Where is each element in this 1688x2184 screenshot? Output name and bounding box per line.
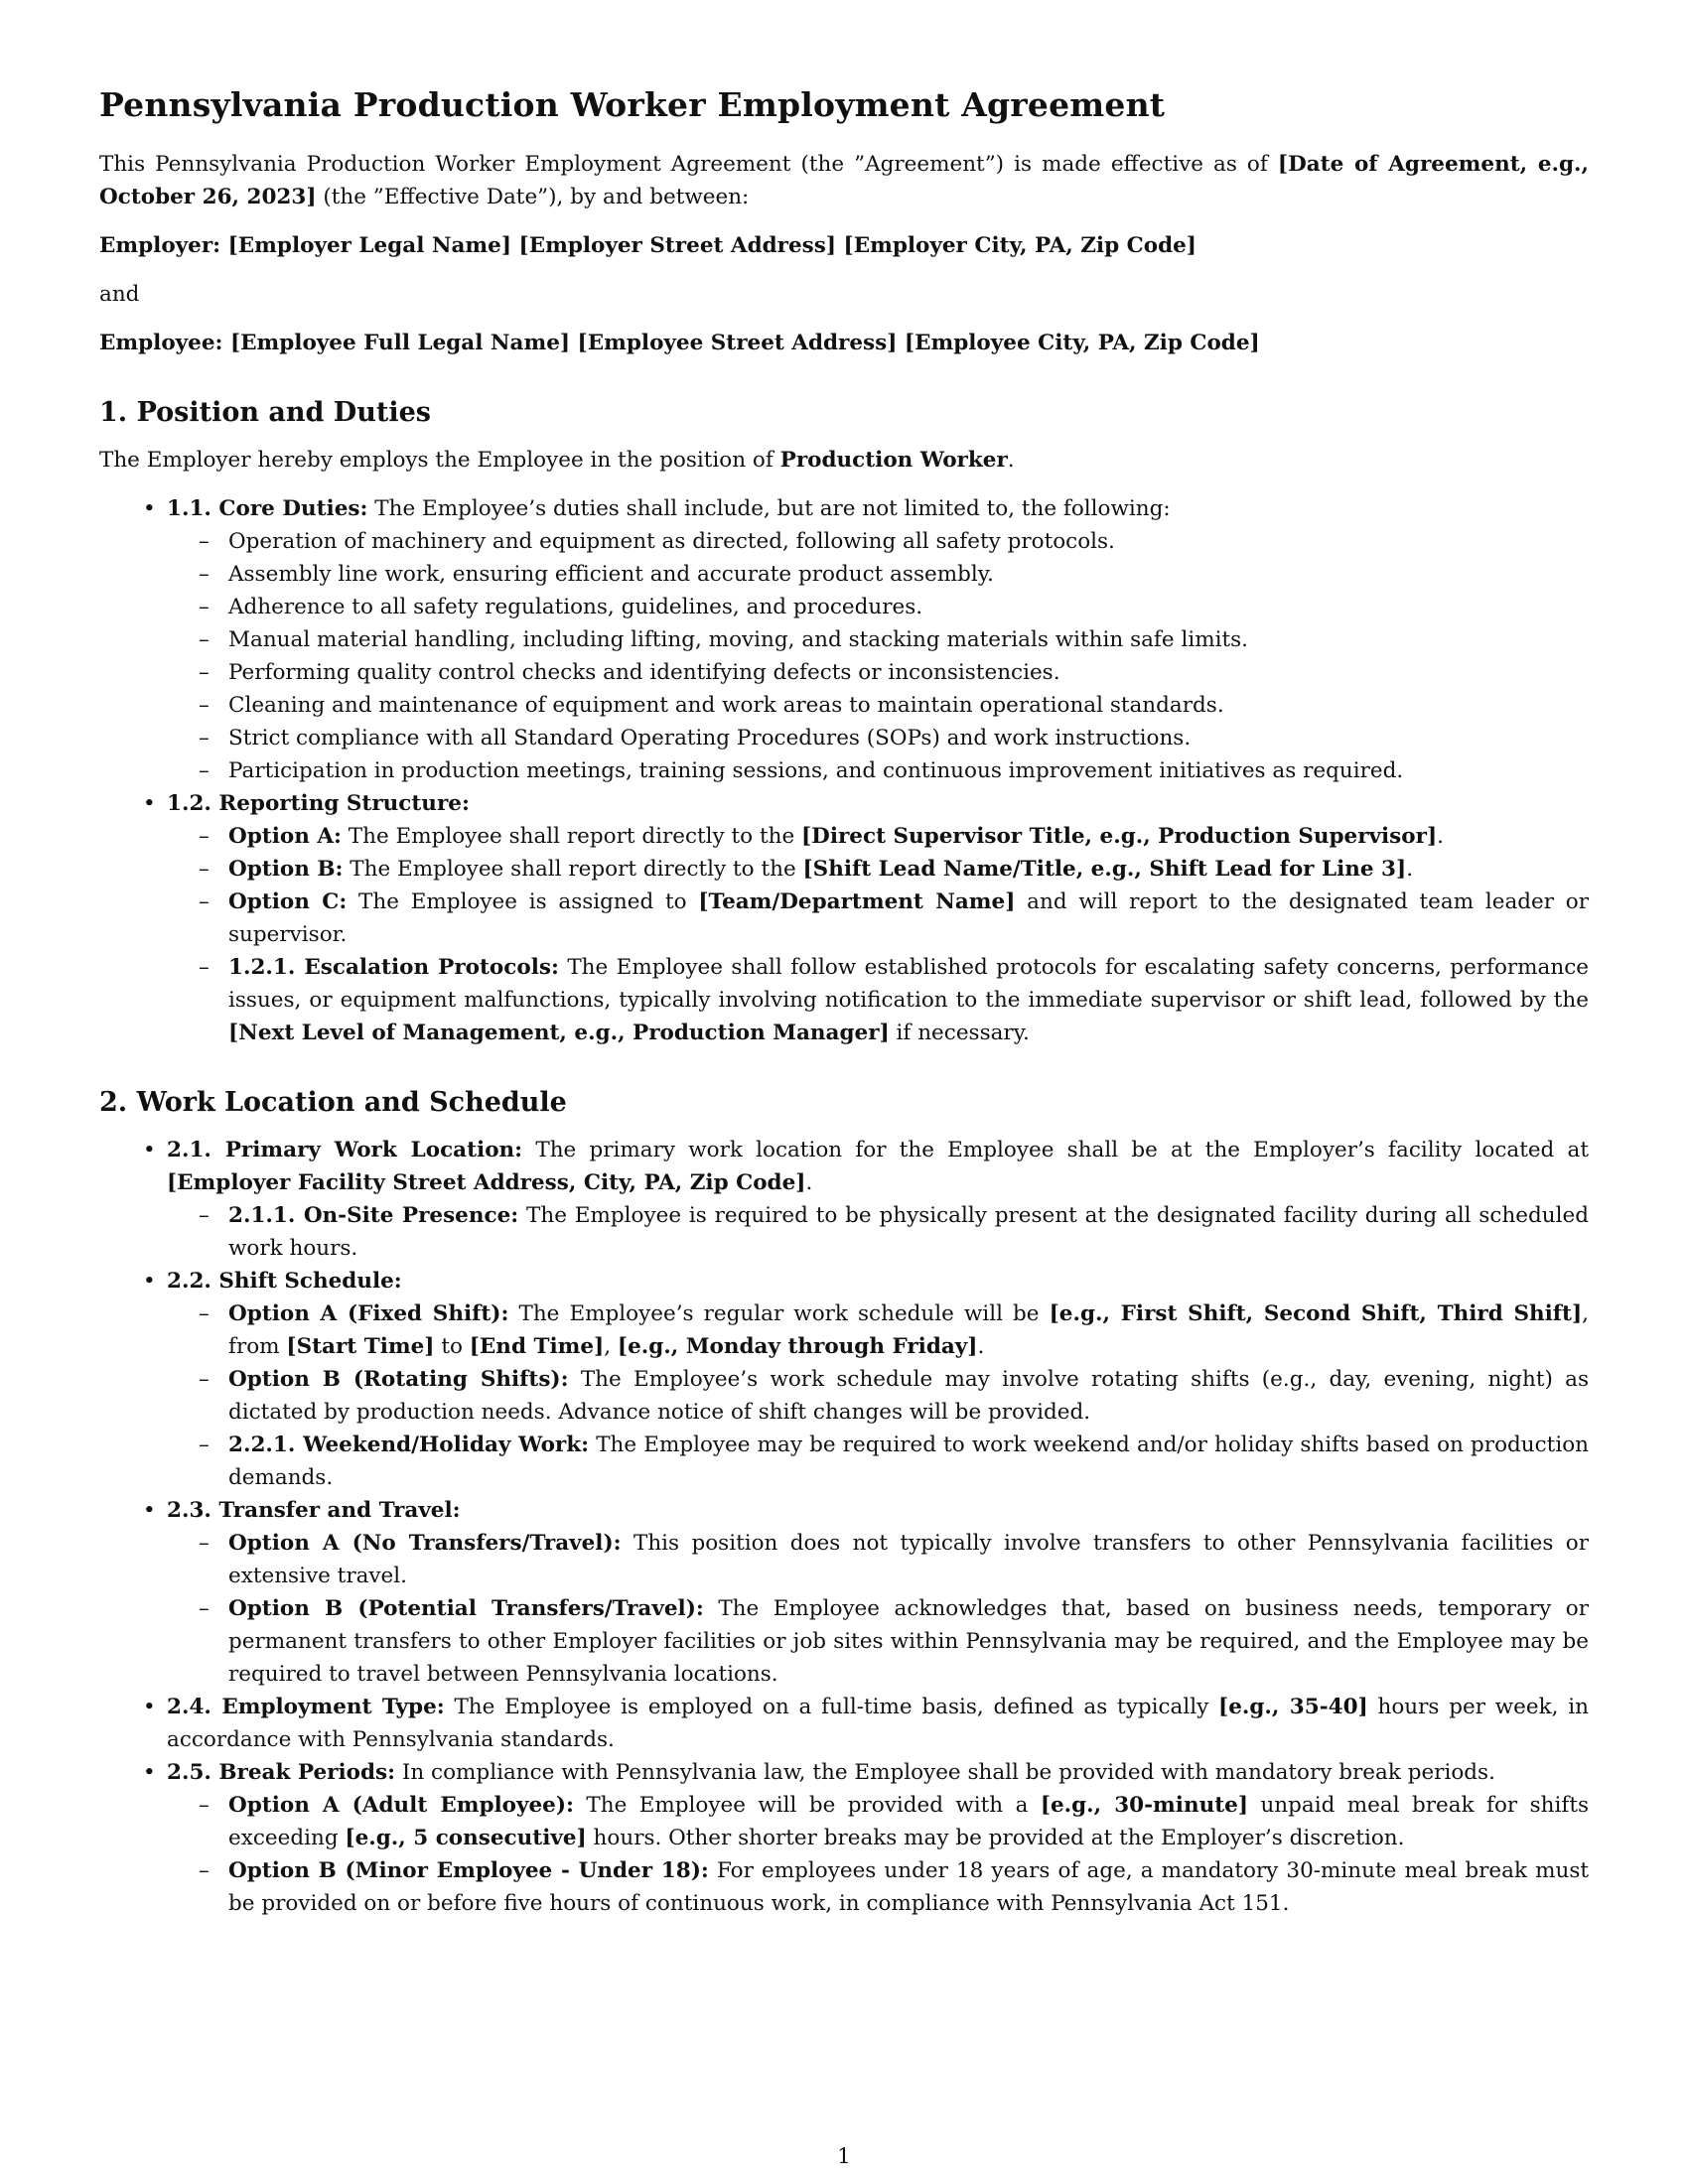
placeholder-field: [Next Level of Management, e.g., Production Manager] xyxy=(228,1021,890,1045)
intro-paragraph xyxy=(99,148,1589,213)
option-text: The Employee shall report directly to the xyxy=(341,824,801,849)
clause-label: 2.4. Employment Type: xyxy=(167,1695,445,1719)
list-item: – Manual material handling, including lifting, moving, and stacking materials within safe limits. xyxy=(228,623,1589,656)
placeholder-field: [Shift Lead Name/Title, e.g., Shift Lead for Line 3] xyxy=(802,857,1407,882)
option-text: The Employee’s regular work schedule will be xyxy=(508,1301,1050,1326)
core-duties-item xyxy=(167,492,1589,787)
option-text-end: and will report to the designated team leader or supervisor. xyxy=(228,889,1590,947)
option-label: 1.2.1. Escalation Protocols: xyxy=(228,955,559,980)
list-item: – Assembly line work, ensuring efficient and accurate product assembly. xyxy=(228,558,1589,591)
option-text: The Employee acknowledges that, based on business needs, temporary or permanent transfers to other Employer facilities or job sites within Pennsylvania may be required, and the Employee may be required to travel between Pennsylvania locations. xyxy=(228,1596,1589,1687)
placeholder-field: [Direct Supervisor Title, e.g., Production Supervisor] xyxy=(801,824,1438,849)
core-duties-list xyxy=(167,525,1589,787)
option-text: The Employee shall follow established protocols for escalating safety concerns, performance issues, or equipment malfunctions, typically involving notification to the immediate supervisor or shift lead, followed by the xyxy=(228,955,1589,1013)
section-2-heading: 2. Work Location and Schedule xyxy=(99,1087,567,1118)
clause-label: 2.5. Break Periods: xyxy=(167,1760,396,1785)
transfer-option-a xyxy=(228,1527,1589,1592)
break-option-b xyxy=(228,1854,1589,1920)
reporting-structure-item xyxy=(167,787,1589,1049)
option-text-end: . xyxy=(1437,824,1444,849)
option-text: The Employee will be provided with a xyxy=(573,1793,1041,1818)
intro-text: This Pennsylvania Production Worker Employment Agreement (the ”Agreement”) is made effective as of xyxy=(99,152,1278,177)
placeholder-field: [e.g., Monday through Friday] xyxy=(617,1334,978,1359)
shift-option-a xyxy=(228,1297,1589,1363)
list-item: – Performing quality control checks and identifying defects or inconsistencies. xyxy=(228,656,1589,689)
list-item: – Cleaning and maintenance of equipment and work areas to maintain operational standards. xyxy=(228,689,1589,722)
employee-line xyxy=(99,327,1589,359)
clause-text: The Employee is employed on a full-time basis, defined as typically xyxy=(444,1695,1219,1719)
placeholder-field: [End Time] xyxy=(469,1334,605,1359)
break-options-list xyxy=(167,1789,1589,1920)
employment-type-item xyxy=(167,1691,1589,1756)
placeholder-field: [e.g., First Shift, Second Shift, Third Shift] xyxy=(1049,1301,1583,1326)
option-label: Option B: xyxy=(228,857,344,882)
section-1-intro xyxy=(99,444,1589,477)
break-option-a xyxy=(228,1789,1589,1854)
page-number: 1 xyxy=(837,2144,851,2169)
option-text: The Employee is required to be physically present at the designated facility during all scheduled work hours. xyxy=(228,1203,1590,1261)
option-text: This position does not typically involve transfers to other Pennsylvania facilities or extensive travel. xyxy=(228,1531,1589,1588)
option-text: unpaid meal break for shifts exceeding xyxy=(228,1793,1589,1850)
employee-details: Employee: [Employee Full Legal Name] [Employee Street Address] [Employee City, PA, Zip Code] xyxy=(99,331,1260,355)
work-location-sublist xyxy=(167,1199,1589,1265)
clause-text-end: hours per week, in accordance with Pennsylvania standards. xyxy=(167,1695,1589,1752)
clause-label: 2.2. Shift Schedule: xyxy=(167,1269,402,1294)
shift-options-list xyxy=(167,1297,1589,1494)
shift-option-b xyxy=(228,1363,1589,1429)
placeholder-field: [Team/Department Name] xyxy=(698,889,1016,914)
option-label: 2.2.1. Weekend/Holiday Work: xyxy=(228,1433,590,1457)
core-duties-label: 1.1. Core Duties: xyxy=(167,496,368,521)
section-2-list xyxy=(99,1134,1589,1920)
option-text: , xyxy=(604,1334,618,1359)
section-1-heading: 1. Position and Duties xyxy=(99,397,431,428)
option-label: 2.1.1. On-Site Presence: xyxy=(228,1203,519,1228)
reporting-structure-label: 1.2. Reporting Structure: xyxy=(167,791,470,816)
option-text: to xyxy=(434,1334,470,1359)
placeholder-field: [Start Time] xyxy=(286,1334,435,1359)
employer-details: Employer: [Employer Legal Name] [Employer Street Address] [Employer City, PA, Zip Code] xyxy=(99,233,1196,258)
primary-work-location-item xyxy=(167,1134,1589,1265)
list-item: – Adherence to all safety regulations, guidelines, and procedures. xyxy=(228,591,1589,623)
list-item: – Operation of machinery and equipment as directed, following all safety protocols. xyxy=(228,525,1589,558)
section-1-list xyxy=(99,492,1589,1049)
option-label: Option C: xyxy=(228,889,348,914)
position-title: Production Worker xyxy=(779,448,1008,473)
reporting-option-a xyxy=(228,820,1589,853)
option-text: The Employee may be required to work weekend and/or holiday shifts based on production demands. xyxy=(228,1433,1589,1490)
option-text-end: hours. Other shorter breaks may be provided at the Employer’s discretion. xyxy=(586,1826,1405,1850)
weekend-holiday-work xyxy=(228,1429,1589,1494)
reporting-option-c xyxy=(228,886,1589,951)
option-text-end: . xyxy=(977,1334,985,1359)
document-page xyxy=(99,85,1589,1920)
transfer-options-list xyxy=(167,1527,1589,1691)
clause-text: The primary work location for the Employee shall be at the Employer’s facility located at xyxy=(522,1138,1589,1162)
placeholder-field: [e.g., 30-minute] xyxy=(1040,1793,1249,1818)
break-periods-item xyxy=(167,1756,1589,1920)
list-item: – Participation in production meetings, training sessions, and continuous improvement initiatives as required. xyxy=(228,754,1589,787)
section-1-intro-text: The Employer hereby employs the Employee in the position of xyxy=(99,448,780,473)
core-duties-text: The Employee’s duties shall include, but are not limited to, the following: xyxy=(367,496,1171,521)
option-label: Option B (Rotating Shifts): xyxy=(228,1367,569,1392)
section-1-intro-end: . xyxy=(1007,448,1015,473)
option-label: Option B (Minor Employee - Under 18): xyxy=(228,1858,709,1883)
option-label: Option B (Potential Transfers/Travel): xyxy=(228,1596,704,1621)
escalation-protocols xyxy=(228,951,1589,1049)
option-text-end: if necessary. xyxy=(889,1021,1030,1045)
and-line: and xyxy=(99,282,140,307)
document-title: Pennsylvania Production Worker Employment Agreement xyxy=(99,85,1166,124)
placeholder-field: [Employer Facility Street Address, City, PA, Zip Code] xyxy=(167,1170,806,1195)
reporting-options-list xyxy=(167,820,1589,1049)
option-label: Option A (Adult Employee): xyxy=(228,1793,574,1818)
option-text: The Employee is assigned to xyxy=(347,889,699,914)
transfer-travel-item xyxy=(167,1494,1589,1691)
shift-schedule-item xyxy=(167,1265,1589,1494)
on-site-presence xyxy=(228,1199,1589,1265)
placeholder-field: [e.g., 5 consecutive] xyxy=(345,1826,587,1850)
employer-line xyxy=(99,229,1589,262)
option-label: Option A: xyxy=(228,824,342,849)
option-text: For employees under 18 years of age, a mandatory 30-minute meal break must be provided on or before five hours of continuous work, in compliance with Pennsylvania Act 151. xyxy=(228,1858,1589,1916)
placeholder-field: [e.g., 35-40] xyxy=(1218,1695,1368,1719)
list-item: – Strict compliance with all Standard Operating Procedures (SOPs) and work instructions. xyxy=(228,722,1589,754)
option-text: The Employee shall report directly to the xyxy=(343,857,803,882)
clause-label: 2.3. Transfer and Travel: xyxy=(167,1498,461,1523)
option-text: The Employee’s work schedule may involve rotating shifts (e.g., day, evening, night) as dictated by production needs. Advance notice of shift changes will be provided. xyxy=(228,1367,1589,1425)
transfer-option-b xyxy=(228,1592,1589,1691)
option-text-end: . xyxy=(1406,857,1414,882)
option-text: , from xyxy=(228,1301,1590,1359)
option-label: Option A (Fixed Shift): xyxy=(228,1301,509,1326)
option-label: Option A (No Transfers/Travel): xyxy=(228,1531,622,1556)
clause-text-end: . xyxy=(805,1170,813,1195)
intro-text-end: (the ”Effective Date”), by and between: xyxy=(316,185,750,209)
reporting-option-b xyxy=(228,853,1589,886)
clause-label: 2.1. Primary Work Location: xyxy=(167,1138,523,1162)
clause-text: In compliance with Pennsylvania law, the Employee shall be provided with mandatory break periods. xyxy=(395,1760,1495,1785)
effective-date-placeholder: [Date of Agreement, e.g., October 26, 2023] xyxy=(99,152,1589,209)
